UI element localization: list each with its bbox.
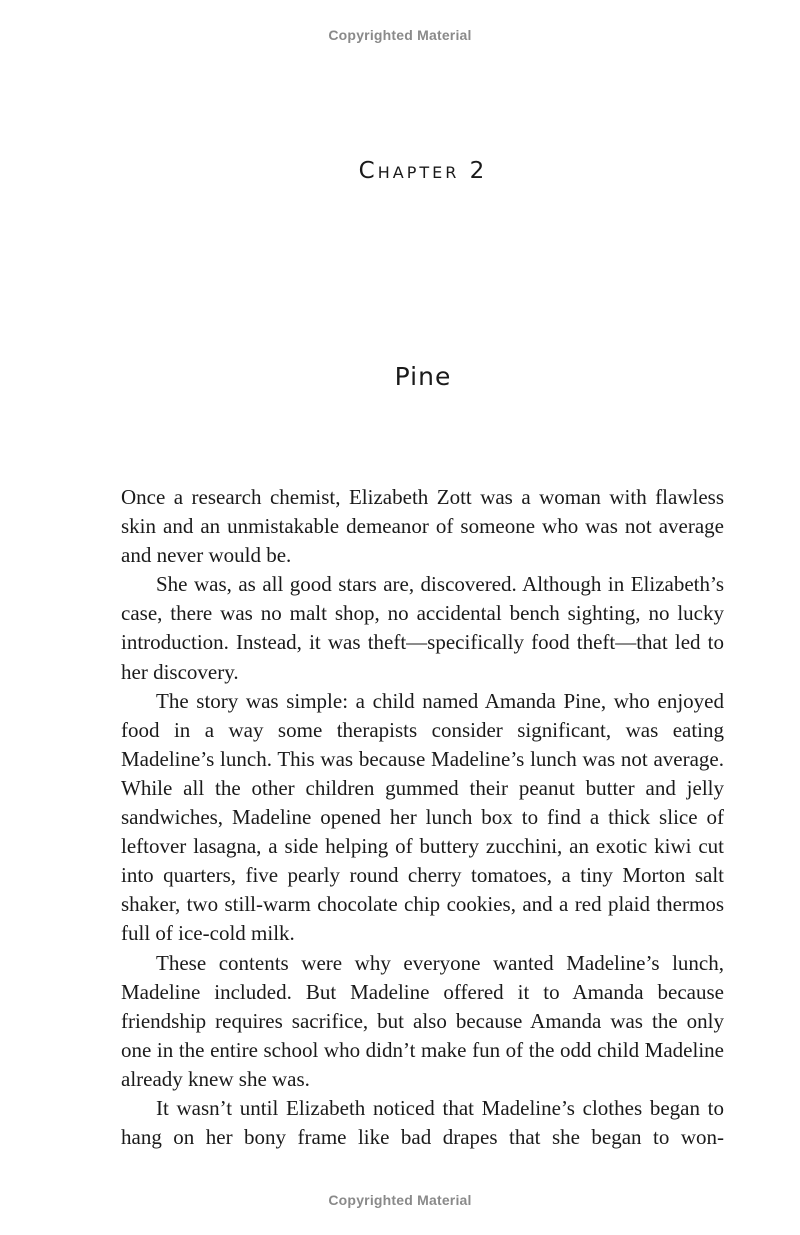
paragraph-5: It wasn’t until Elizabeth noticed that Madeline’s clothes began to hang on her bony frame like bad drapes that she began to won- [121, 1095, 724, 1150]
paragraph-2: She was, as all good stars are, discovered. Although in Elizabeth’s case, there was no malt shop, no accidental bench sighting, no lucky introduction. Instead, it was theft—specifically food theft—that led to her discovery. [121, 572, 724, 684]
copyright-watermark-top: Copyrighted Material [328, 27, 472, 43]
paragraph-4: These contents were why everyone wanted Madeline’s lunch, Madeline included. But Madeline offered it to Amanda because friendship requires sacrifice, but also because Amanda was the only one in the entire school who didn’t make fun of the odd child Madeline already knew she was. [121, 950, 724, 1091]
chapter-title: Pine [394, 362, 452, 391]
paragraph-1: Once a research chemist, Elizabeth Zott was a woman with flawless skin and an unmistakable demeanor of someone who was not average and never would be. [121, 485, 724, 568]
copyright-watermark-bottom: Copyrighted Material [328, 1192, 472, 1208]
paragraph-3: The story was simple: a child named Amanda Pine, who enjoyed food in a way some therapists consider significant, was eating Madeline’s lunch. This was because Madeline’s lunch was not average. While all the other children gummed their peanut butter and jelly sandwiches, Madeline opened her lunch box to find a thick slice of leftover lasagna, a side helping of buttery zucchini, an exotic kiwi cut into quarters, five pearly round cherry tomatoes, a tiny Morton salt shaker, two still-warm chocolate chip cookies, and a red plaid thermos full of ice-cold milk. [121, 688, 724, 946]
chapter-heading [0, 158, 800, 184]
chapter-body [121, 483, 724, 1152]
chapter-number-label: Chapter 2 [358, 158, 488, 184]
